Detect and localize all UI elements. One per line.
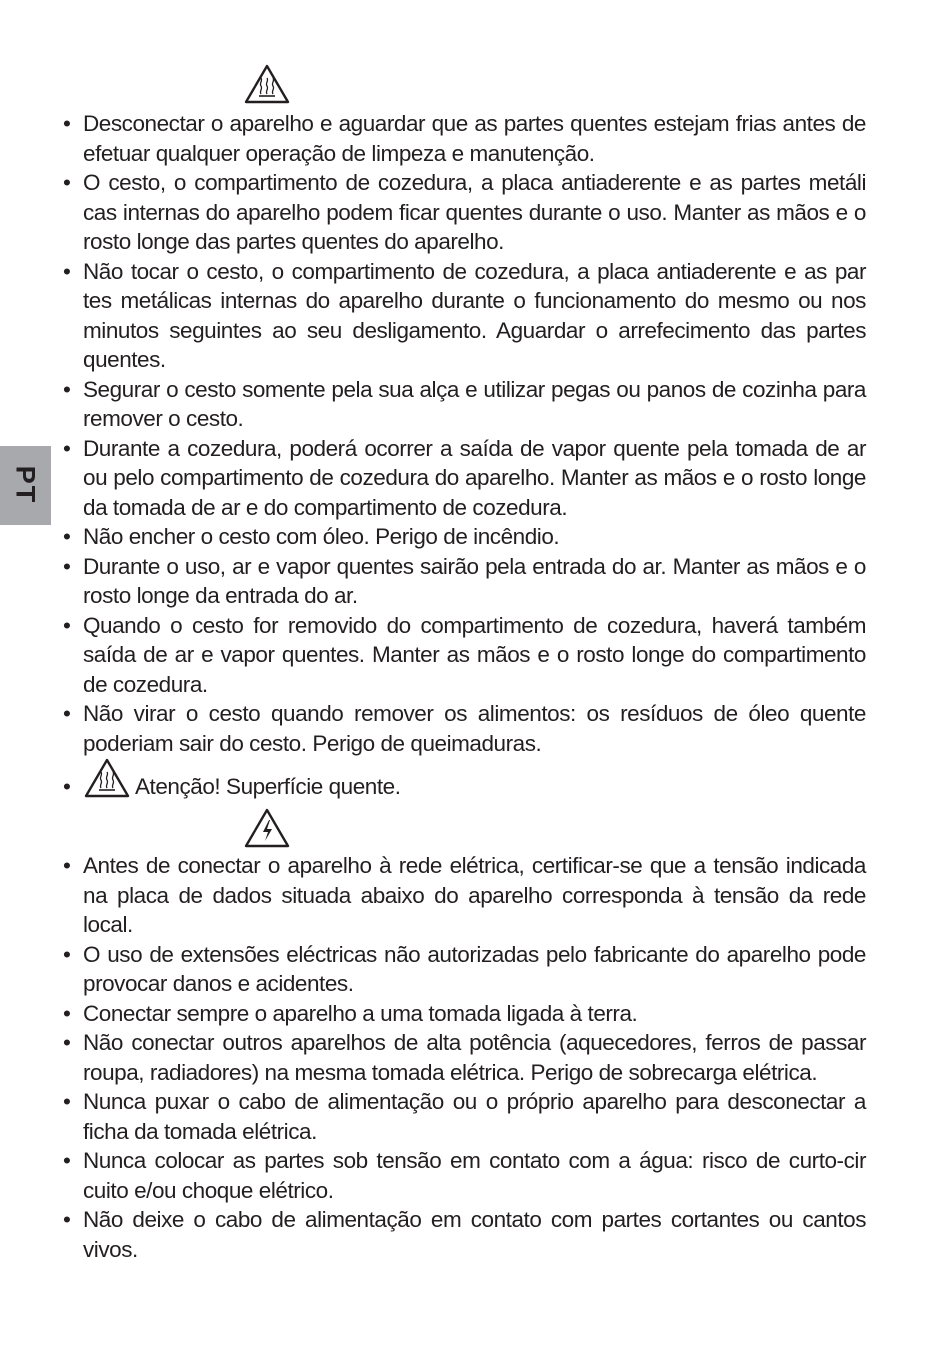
- list-item: • Segurar o cesto somente pela sua alça e utilizar pegas ou panos de cozinha para remover o cesto.: [58, 375, 866, 434]
- hot-surface-safety-list: [58, 109, 866, 758]
- list-item: • Não virar o cesto quando remover os alimentos: os resíduos de óleo quente poderiam sair do cesto. Perigo de queimaduras.: [58, 699, 866, 758]
- language-tab-label: PT: [10, 465, 41, 505]
- hot-surface-warning-icon: [244, 64, 290, 104]
- list-item: • Durante o uso, ar e vapor quentes sairão pela entrada do ar. Manter as mãos e o rosto longe da entrada do ar.: [58, 552, 866, 611]
- hot-surface-warning-line: [58, 758, 866, 802]
- hot-surface-warning-text: Atenção! Superfície quente.: [135, 774, 401, 799]
- list-item: • Não deixe o cabo de alimentação em contato com partes cortantes ou cantos vivos.: [58, 1205, 866, 1264]
- bullet: •: [63, 774, 71, 799]
- list-item: • Não conectar outros aparelhos de alta potência (aquecedores, ferros de passar roupa, radiadores) na mesma tomada elétrica. Perigo de sobrecarga elétrica.: [58, 1028, 866, 1087]
- list-item: • Não encher o cesto com óleo. Perigo de incêndio.: [58, 522, 866, 552]
- list-item: • Desconectar o aparelho e aguardar que as partes quentes estejam frias antes de efetuar qualquer operação de limpeza e manutenção.: [58, 109, 866, 168]
- list-item: • Nunca colocar as partes sob tensão em contato com a água: risco de curto-cir cuito e/ou choque elétrico.: [58, 1146, 866, 1205]
- list-item: • Antes de conectar o aparelho à rede elétrica, certificar-se que a tensão indicada na placa de dados situada abaixo do aparelho corresponda à tensão da rede local.: [58, 851, 866, 940]
- list-item: • Não tocar o cesto, o compartimento de cozedura, a placa antiaderente e as par tes metálicas internas do aparelho durante o funcionamento do mesmo ou nos minutos seguintes ao seu desligamento. Aguardar o arrefecimento das partes quentes.: [58, 257, 866, 375]
- electrical-safety-list: [58, 851, 866, 1264]
- list-item: • O cesto, o compartimento de cozedura, a placa antiaderente e as partes metáli cas internas do aparelho podem ficar quentes durante o uso. Manter as mãos e o rosto longe das partes quentes do aparelho.: [58, 168, 866, 257]
- list-item: • Nunca puxar o cabo de alimentação ou o próprio aparelho para desconectar a ficha da tomada elétrica.: [58, 1087, 866, 1146]
- list-item: • Durante a cozedura, poderá ocorrer a saída de vapor quente pela tomada de ar ou pelo compartimento de cozedura do aparelho. Manter as mãos e o rosto longe da tomada de ar e do compartimento de cozedura.: [58, 434, 866, 523]
- list-item: • O uso de extensões eléctricas não autorizadas pelo fabricante do aparelho pode provocar danos e acidentes.: [58, 940, 866, 999]
- electric-shock-warning-icon: [244, 808, 290, 848]
- list-item: • Quando o cesto for removido do compartimento de cozedura, haverá também saída de ar e vapor quentes. Manter as mãos e o rosto longe do compartimento de cozedura.: [58, 611, 866, 700]
- hot-surface-warning-icon: [84, 758, 130, 804]
- list-item: • Conectar sempre o aparelho a uma tomada ligada à terra.: [58, 999, 866, 1029]
- language-tab: [0, 446, 51, 525]
